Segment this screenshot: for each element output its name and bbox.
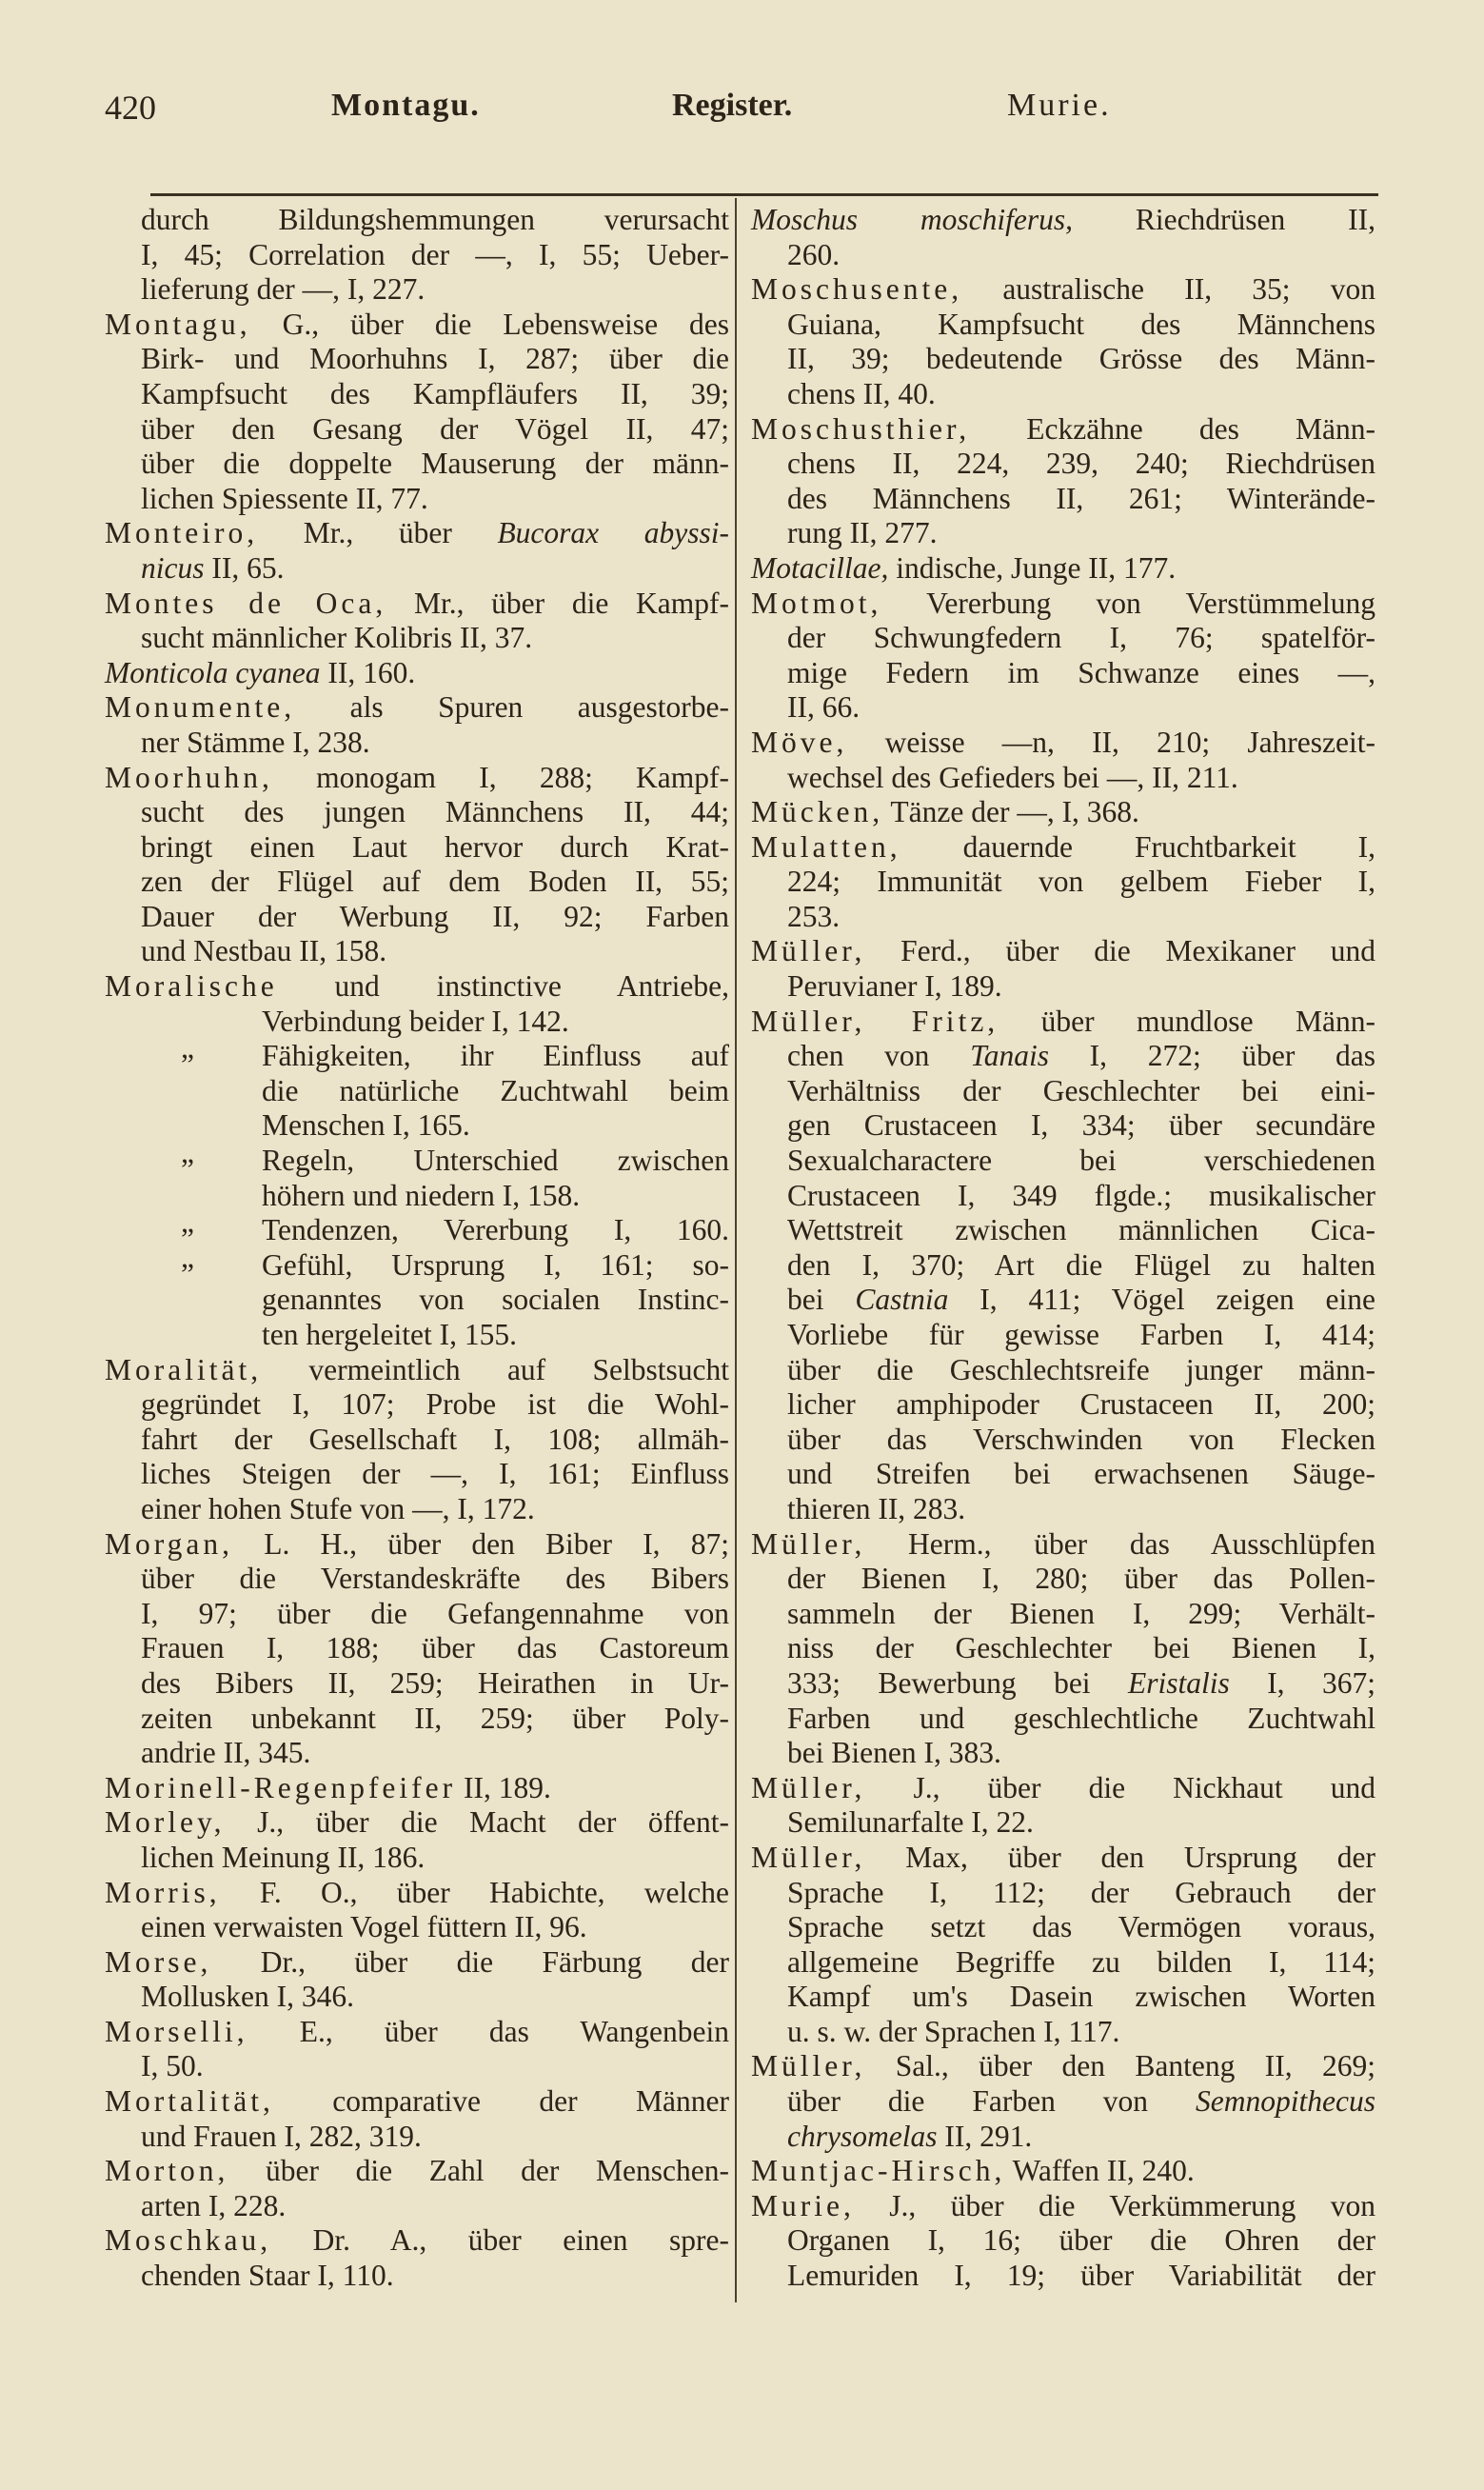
index-line — [751, 1492, 1375, 1527]
entry-headword: Müller, — [751, 934, 866, 968]
entry-text: thieren II, 283. — [787, 1491, 966, 1525]
entry-text: Tendenzen, Vererbung I, 160. — [262, 1213, 729, 1247]
entry-text: J., über die Macht der öffent- — [225, 1805, 729, 1840]
entry-text: comparative der Männer — [273, 2084, 729, 2119]
entry-text: Dr., über die Färbung der — [211, 1944, 729, 1979]
entry-text: Wettstreit zwischen männlichen Cica- — [787, 1213, 1375, 1247]
index-line — [105, 1248, 729, 1284]
entry-text: Regeln, Unterschied zwischen — [262, 1144, 729, 1178]
entry-text: bei Bienen I, 383. — [787, 1736, 1001, 1770]
index-line — [751, 482, 1375, 517]
entry-text: genanntes von socialen Instinc- — [262, 1283, 729, 1317]
entry-text: II, 65. — [204, 550, 285, 585]
entry-headword: Morton, — [105, 2154, 229, 2188]
index-line — [751, 1213, 1375, 1248]
entry-headword: Morinell-Regenpfeifer — [105, 1770, 457, 1804]
entry-text: zen der Flügel auf dem Boden II, 55; — [141, 865, 729, 899]
entry-text: Semilunarfalte I, 22. — [787, 1805, 1034, 1840]
index-line — [751, 1144, 1375, 1179]
index-line — [751, 1074, 1375, 1109]
entry-text: Sexualcharactere bei verschiedenen — [787, 1144, 1375, 1178]
entry-text: II, 189. — [456, 1770, 551, 1804]
index-line — [105, 1597, 729, 1632]
index-line — [105, 1945, 729, 1981]
entry-text: zeiten unbekannt II, 259; über Poly- — [141, 1701, 729, 1735]
entry-text: J., über die Verkümmerung von — [854, 2188, 1375, 2222]
index-line — [105, 1423, 729, 1458]
entry-text: Sprache I, 112; der Gebrauch der — [787, 1875, 1375, 1909]
entry-text: chens II, 40. — [787, 376, 936, 410]
index-line — [751, 1283, 1375, 1318]
entry-text: u. s. w. der Sprachen I, 117. — [787, 2014, 1120, 2048]
entry-text: und Streifen bei erwachsenen Säuge- — [787, 1457, 1375, 1491]
entry-text: Birk- und Moorhuhns I, 287; über die — [141, 342, 729, 376]
index-line — [751, 1736, 1375, 1771]
entry-headword: Müller, — [751, 1526, 866, 1561]
index-line — [105, 690, 729, 726]
index-line — [105, 1039, 729, 1074]
entry-text: chenden Staar I, 110. — [141, 2259, 394, 2293]
entry-text: Fähigkeiten, ihr Einfluss auf — [262, 1039, 729, 1073]
entry-text: sammeln der Bienen I, 299; Verhält- — [787, 1596, 1375, 1630]
column-divider — [735, 198, 737, 2302]
entry-headword: Murie, — [751, 2188, 855, 2222]
entry-text: über das Verschwinden von Flecken — [787, 1422, 1375, 1456]
entry-text: Riechdrüsen II, — [1072, 203, 1375, 236]
index-line — [751, 1005, 1375, 1040]
index-line — [105, 1980, 729, 2015]
italic-term: nicus — [141, 550, 205, 585]
entry-text: lichen Meinung II, 186. — [141, 1840, 425, 1874]
entry-text: arten I, 228. — [141, 2188, 287, 2222]
index-line — [105, 412, 729, 448]
index-line — [751, 587, 1375, 622]
entry-text: Ferd., über die Mexikaner und — [865, 934, 1375, 968]
header-title: Register. — [672, 88, 793, 123]
index-line — [751, 1805, 1375, 1841]
index-line — [105, 2189, 729, 2224]
entry-text: über die Zahl der Menschen- — [228, 2154, 729, 2188]
entry-text: der Bienen I, 280; über das Pollen- — [787, 1562, 1375, 1596]
entry-headword: Morselli, — [105, 2014, 248, 2048]
entry-headword: Montagu, — [105, 307, 251, 341]
entry-text: und Frauen I, 282, 319. — [141, 2119, 422, 2153]
entry-text: E., über das Wangenbein — [247, 2014, 729, 2048]
index-line — [105, 2084, 729, 2120]
entry-text: Eckzähne des Männ- — [970, 411, 1375, 446]
entry-text: II, 160. — [320, 655, 416, 689]
entry-text: Vorliebe für gewisse Farben I, 414; — [787, 1318, 1375, 1351]
entry-text: lieferung der —, I, 227. — [141, 272, 425, 307]
index-line — [751, 621, 1375, 656]
index-line — [751, 1666, 1375, 1702]
entry-text: über den Gesang der Vögel II, 47; — [141, 411, 729, 446]
entry-headword: Morgan, — [105, 1526, 234, 1561]
index-line — [105, 2154, 729, 2189]
page-number: 420 — [105, 89, 156, 127]
index-line — [105, 1631, 729, 1666]
entry-text: vermeintlich auf Selbstsucht — [262, 1352, 729, 1386]
italic-term: Bucorax abyssi- — [497, 516, 730, 550]
index-line — [751, 1179, 1375, 1214]
entry-text: J., über die Nickhaut und — [865, 1770, 1375, 1804]
index-line — [105, 516, 729, 551]
entry-headword: Morse, — [105, 1944, 212, 1979]
entry-text: I, 45; Correlation der —, I, 55; Ueber- — [141, 237, 729, 271]
entry-headword: Moschusente, — [751, 272, 963, 307]
index-line — [751, 1527, 1375, 1563]
entry-text: Mr., über die Kampf- — [386, 586, 729, 620]
entry-text: niss der Geschlechter bei Bienen I, — [787, 1631, 1375, 1665]
index-line — [751, 308, 1375, 343]
index-line — [751, 1980, 1375, 2015]
entry-text: I, 367; — [1229, 1665, 1375, 1700]
entry-text: 224; Immunität von gelbem Fieber I, — [787, 865, 1375, 899]
entry-text: sucht männlicher Kolibris II, 37. — [141, 621, 533, 655]
index-line — [105, 1771, 729, 1806]
entry-text: 253. — [787, 899, 841, 933]
entry-text: monogam I, 288; Kampf- — [272, 760, 729, 794]
entry-text: des Bibers II, 259; Heirathen in Ur- — [141, 1665, 729, 1700]
index-line — [751, 900, 1375, 935]
index-line — [105, 726, 729, 761]
entry-headword: Montes de Oca, — [105, 586, 387, 620]
index-line — [105, 272, 729, 308]
index-line — [751, 2154, 1375, 2189]
entry-headword: Müller, — [751, 1770, 866, 1804]
index-line — [751, 1562, 1375, 1597]
index-line — [751, 412, 1375, 448]
entry-text: über die Verstandeskräfte des Bibers — [141, 1562, 729, 1596]
entry-text: als Spuren ausgestorbe- — [295, 690, 729, 725]
index-line — [751, 1248, 1375, 1284]
index-line — [105, 1562, 729, 1597]
index-line — [105, 1876, 729, 1911]
italic-term: Moschus moschiferus, — [751, 203, 1073, 236]
entry-headword: Motmot, — [751, 586, 882, 620]
index-line — [105, 551, 729, 587]
index-line — [751, 969, 1375, 1005]
index-line — [751, 551, 1375, 587]
entry-text: über die doppelte Mauserung der männ- — [141, 447, 729, 481]
index-line — [105, 238, 729, 273]
entry-text: Verbindung beider I, 142. — [262, 1004, 569, 1038]
index-line — [105, 656, 729, 691]
italic-term: chrysomelas — [787, 2119, 938, 2153]
entry-text: I, 272; über das — [1048, 1039, 1376, 1073]
entry-headword: Müller, — [751, 1840, 866, 1874]
entry-text: G., über die Lebensweise des — [250, 307, 729, 341]
index-line — [751, 1318, 1375, 1353]
index-line — [105, 1213, 729, 1248]
index-line — [751, 1702, 1375, 1737]
index-line — [751, 830, 1375, 866]
entry-text: Gefühl, Ursprung I, 161; so- — [262, 1247, 729, 1282]
index-line — [105, 1283, 729, 1318]
index-line — [751, 2015, 1375, 2050]
index-line — [105, 900, 729, 935]
index-line — [105, 447, 729, 482]
index-line — [751, 1945, 1375, 1981]
entry-text: I, 50. — [141, 2049, 204, 2083]
entry-headword: Monumente, — [105, 690, 296, 725]
index-line — [105, 621, 729, 656]
entry-text: Mollusken I, 346. — [141, 1980, 354, 2014]
index-line — [751, 1841, 1375, 1876]
index-line — [751, 761, 1375, 796]
entry-text: Vererbung von Verstümmelung — [881, 586, 1375, 620]
index-line — [751, 795, 1375, 830]
entry-text: Peruvianer I, 189. — [787, 969, 1002, 1004]
entry-headword: Möve, — [751, 725, 848, 759]
index-line — [751, 2189, 1375, 2224]
index-line — [751, 2223, 1375, 2259]
entry-text: 260. — [787, 237, 841, 271]
index-line — [751, 2259, 1375, 2294]
entry-text: II, 291. — [937, 2119, 1033, 2153]
italic-term: Castnia — [855, 1283, 949, 1317]
entry-text: Mr., über — [258, 516, 498, 550]
index-line — [751, 1108, 1375, 1144]
index-line — [751, 656, 1375, 691]
index-line — [751, 2049, 1375, 2084]
entry-text: mige Federn im Schwanze eines —, — [787, 655, 1375, 689]
entry-text: über die Geschlechtsreife junger männ- — [787, 1352, 1375, 1386]
entry-text: Dauer der Werbung II, 92; Farben — [141, 899, 729, 933]
italic-term: Eristalis — [1127, 1665, 1230, 1700]
entry-headword: Monteiro, — [105, 516, 259, 550]
index-line — [751, 1387, 1375, 1423]
entry-headword: Moschkau, — [105, 2223, 272, 2258]
index-line — [751, 2084, 1375, 2120]
entry-text: liches Steigen der —, I, 161; Einfluss — [141, 1457, 729, 1491]
entry-headword: Morris, — [105, 1875, 221, 1909]
entry-text: den I, 370; Art die Flügel zu halten — [787, 1247, 1375, 1282]
entry-text: Guiana, Kampfsucht des Männchens — [787, 307, 1375, 341]
entry-text: durch Bildungshemmungen verursacht — [141, 203, 729, 236]
index-line — [751, 1353, 1375, 1388]
index-line — [751, 1039, 1375, 1074]
entry-headword: Moschusthier, — [751, 411, 971, 446]
entry-headword: Moorhuhn, — [105, 760, 273, 794]
page-header — [105, 88, 1380, 145]
index-line — [105, 308, 729, 343]
left-column — [105, 203, 729, 2294]
entry-text: und Nestbau II, 158. — [141, 934, 387, 968]
index-line — [751, 1597, 1375, 1632]
index-line — [105, 865, 729, 900]
index-line — [105, 482, 729, 517]
entry-text: Herm., über das Ausschlüpfen — [865, 1526, 1375, 1561]
entry-text: chens II, 224, 239, 240; Riechdrüsen — [787, 447, 1375, 481]
entry-text: australische II, 35; von — [962, 272, 1375, 307]
header-right-catchword: Murie. — [1007, 88, 1112, 123]
index-line — [105, 2120, 729, 2155]
italic-term: Monticola cyanea — [105, 655, 321, 689]
entry-text: über die Farben von — [787, 2084, 1197, 2119]
entry-headword: Müller, — [751, 2049, 866, 2083]
entry-headword: Moralische — [105, 969, 278, 1004]
entry-text: gegründet I, 107; Probe ist die Wohl- — [141, 1387, 729, 1422]
index-line — [751, 2120, 1375, 2155]
entry-headword: Morley, — [105, 1805, 226, 1840]
index-line — [105, 2015, 729, 2050]
entry-text: indische, Junge II, 177. — [888, 550, 1177, 585]
index-line — [751, 690, 1375, 726]
entry-headword: Muntjac-Hirsch, — [751, 2154, 1006, 2188]
entry-text: andrie II, 345. — [141, 1736, 311, 1770]
index-line — [751, 203, 1375, 238]
entry-headword: Moralität, — [105, 1352, 263, 1386]
index-line — [105, 342, 729, 377]
entry-text: Menschen I, 165. — [262, 1108, 470, 1143]
index-line — [105, 1527, 729, 1563]
index-line — [751, 377, 1375, 412]
entry-text: II, 39; bedeutende Grösse des Männ- — [787, 342, 1375, 376]
entry-text: einen verwaisten Vogel füttern II, 96. — [141, 1910, 587, 1944]
entry-text: F. O., über Habichte, welche — [220, 1875, 729, 1909]
index-line — [105, 1318, 729, 1353]
index-line — [105, 969, 729, 1005]
index-line — [105, 1492, 729, 1527]
entry-text: Verhältniss der Geschlechter bei eini- — [787, 1073, 1375, 1107]
index-line — [751, 1771, 1375, 1806]
italic-term: Semnopithecus — [1196, 2084, 1375, 2119]
entry-text: lichen Spiessente II, 77. — [141, 481, 428, 515]
index-line — [751, 1876, 1375, 1911]
index-line — [751, 272, 1375, 308]
index-line — [105, 1144, 729, 1179]
index-line — [751, 1423, 1375, 1458]
entry-headword: Mortalität, — [105, 2084, 274, 2119]
index-line — [105, 2223, 729, 2259]
entry-text: Dr. A., über einen spre- — [271, 2223, 729, 2258]
index-line — [105, 1179, 729, 1214]
entry-text: des Männchens II, 261; Winterände- — [787, 481, 1375, 515]
header-left-catchword: Montagu. — [331, 88, 481, 123]
index-line — [751, 447, 1375, 482]
entry-text: gen Crustaceen I, 334; über secundäre — [787, 1108, 1375, 1143]
entry-text: 333; Bewerbung bei — [787, 1665, 1128, 1700]
index-line — [105, 1108, 729, 1144]
italic-term: Tanais — [970, 1039, 1049, 1073]
index-line — [751, 1631, 1375, 1666]
entry-text: II, 66. — [787, 690, 861, 725]
entry-text: bei — [787, 1283, 856, 1317]
index-line — [751, 516, 1375, 551]
entry-text: Farben und geschlechtliche Zuchtwahl — [787, 1701, 1375, 1735]
entry-text: die natürliche Zuchtwahl beim — [262, 1073, 729, 1107]
entry-text: Organen I, 16; über die Ohren der — [787, 2223, 1375, 2258]
index-line — [105, 1074, 729, 1109]
entry-text: rung II, 277. — [787, 516, 938, 550]
entry-text: ten hergeleitet I, 155. — [262, 1318, 517, 1351]
entry-text: höhern und niedern I, 158. — [262, 1178, 581, 1212]
index-line — [105, 1353, 729, 1388]
index-line — [105, 1841, 729, 1876]
index-line — [105, 1387, 729, 1423]
entry-headword: Mücken, — [751, 795, 884, 829]
entry-text: bringt einen Laut hervor durch Krat- — [141, 829, 729, 864]
entry-text: wechsel des Gefieders bei —, II, 211. — [787, 760, 1238, 794]
entry-text: Max, über den Ursprung der — [865, 1840, 1375, 1874]
index-line — [751, 726, 1375, 761]
index-line — [105, 587, 729, 622]
entry-text: Kampf um's Dasein zwischen Worten — [787, 1980, 1375, 2014]
entry-headword: Mulatten, — [751, 829, 901, 864]
entry-text: ner Stämme I, 238. — [141, 725, 370, 759]
right-column — [751, 203, 1375, 2294]
index-line — [105, 761, 729, 796]
entry-text: licher amphipoder Crustaceen II, 200; — [787, 1387, 1375, 1422]
index-line — [751, 1457, 1375, 1492]
entry-text: dauernde Fruchtbarkeit I, — [900, 829, 1375, 864]
entry-text: Tänze der —, I, 368. — [883, 795, 1139, 829]
entry-text: über mundlose Männ- — [999, 1004, 1375, 1038]
index-line — [751, 934, 1375, 969]
index-line — [105, 934, 729, 969]
index-line — [105, 203, 729, 238]
entry-text: und instinctive Antriebe, — [277, 969, 729, 1004]
index-line — [105, 1457, 729, 1492]
index-line — [105, 1005, 729, 1040]
index-line — [751, 238, 1375, 273]
index-line — [105, 377, 729, 412]
index-line — [105, 1910, 729, 1945]
entry-text: Lemuriden I, 19; über Variabilität der — [787, 2259, 1375, 2293]
entry-text: weisse —n, II, 210; Jahreszeit- — [847, 725, 1375, 759]
index-line — [751, 342, 1375, 377]
entry-text: chen von — [787, 1039, 971, 1073]
entry-text: Waffen II, 240. — [1005, 2154, 1195, 2188]
index-line — [105, 1736, 729, 1771]
index-line — [751, 865, 1375, 900]
index-line — [105, 2049, 729, 2084]
entry-text: einer hohen Stufe von —, I, 172. — [141, 1491, 535, 1525]
entry-text: Frauen I, 188; über das Castoreum — [141, 1631, 729, 1665]
index-line — [105, 1702, 729, 1737]
index-line — [105, 2259, 729, 2294]
entry-text: fahrt der Gesellschaft I, 108; allmäh- — [141, 1422, 729, 1456]
entry-text: der Schwungfedern I, 76; spatelför- — [787, 621, 1375, 655]
entry-text: sucht des jungen Männchens II, 44; — [141, 795, 729, 829]
index-line — [751, 1910, 1375, 1945]
index-line — [105, 1805, 729, 1841]
entry-text: Sprache setzt das Vermögen voraus, — [787, 1910, 1375, 1944]
entry-text: Sal., über den Banteng II, 269; — [865, 2049, 1375, 2083]
entry-text: I, 411; Vögel zeigen eine — [948, 1283, 1375, 1317]
index-line — [105, 1666, 729, 1702]
index-line — [105, 795, 729, 830]
entry-text: L. H., über den Biber I, 87; — [233, 1526, 729, 1561]
header-rule — [150, 193, 1378, 196]
italic-term: Motacillae, — [751, 550, 889, 585]
entry-text: Crustaceen I, 349 flgde.; musikalischer — [787, 1178, 1375, 1212]
entry-text: allgemeine Begriffe zu bilden I, 114; — [787, 1944, 1375, 1979]
entry-text: I, 97; über die Gefangennahme von — [141, 1596, 729, 1630]
entry-text: Kampfsucht des Kampfläufers II, 39; — [141, 376, 729, 410]
index-line — [105, 830, 729, 866]
entry-headword: Müller, Fritz, — [751, 1004, 999, 1038]
